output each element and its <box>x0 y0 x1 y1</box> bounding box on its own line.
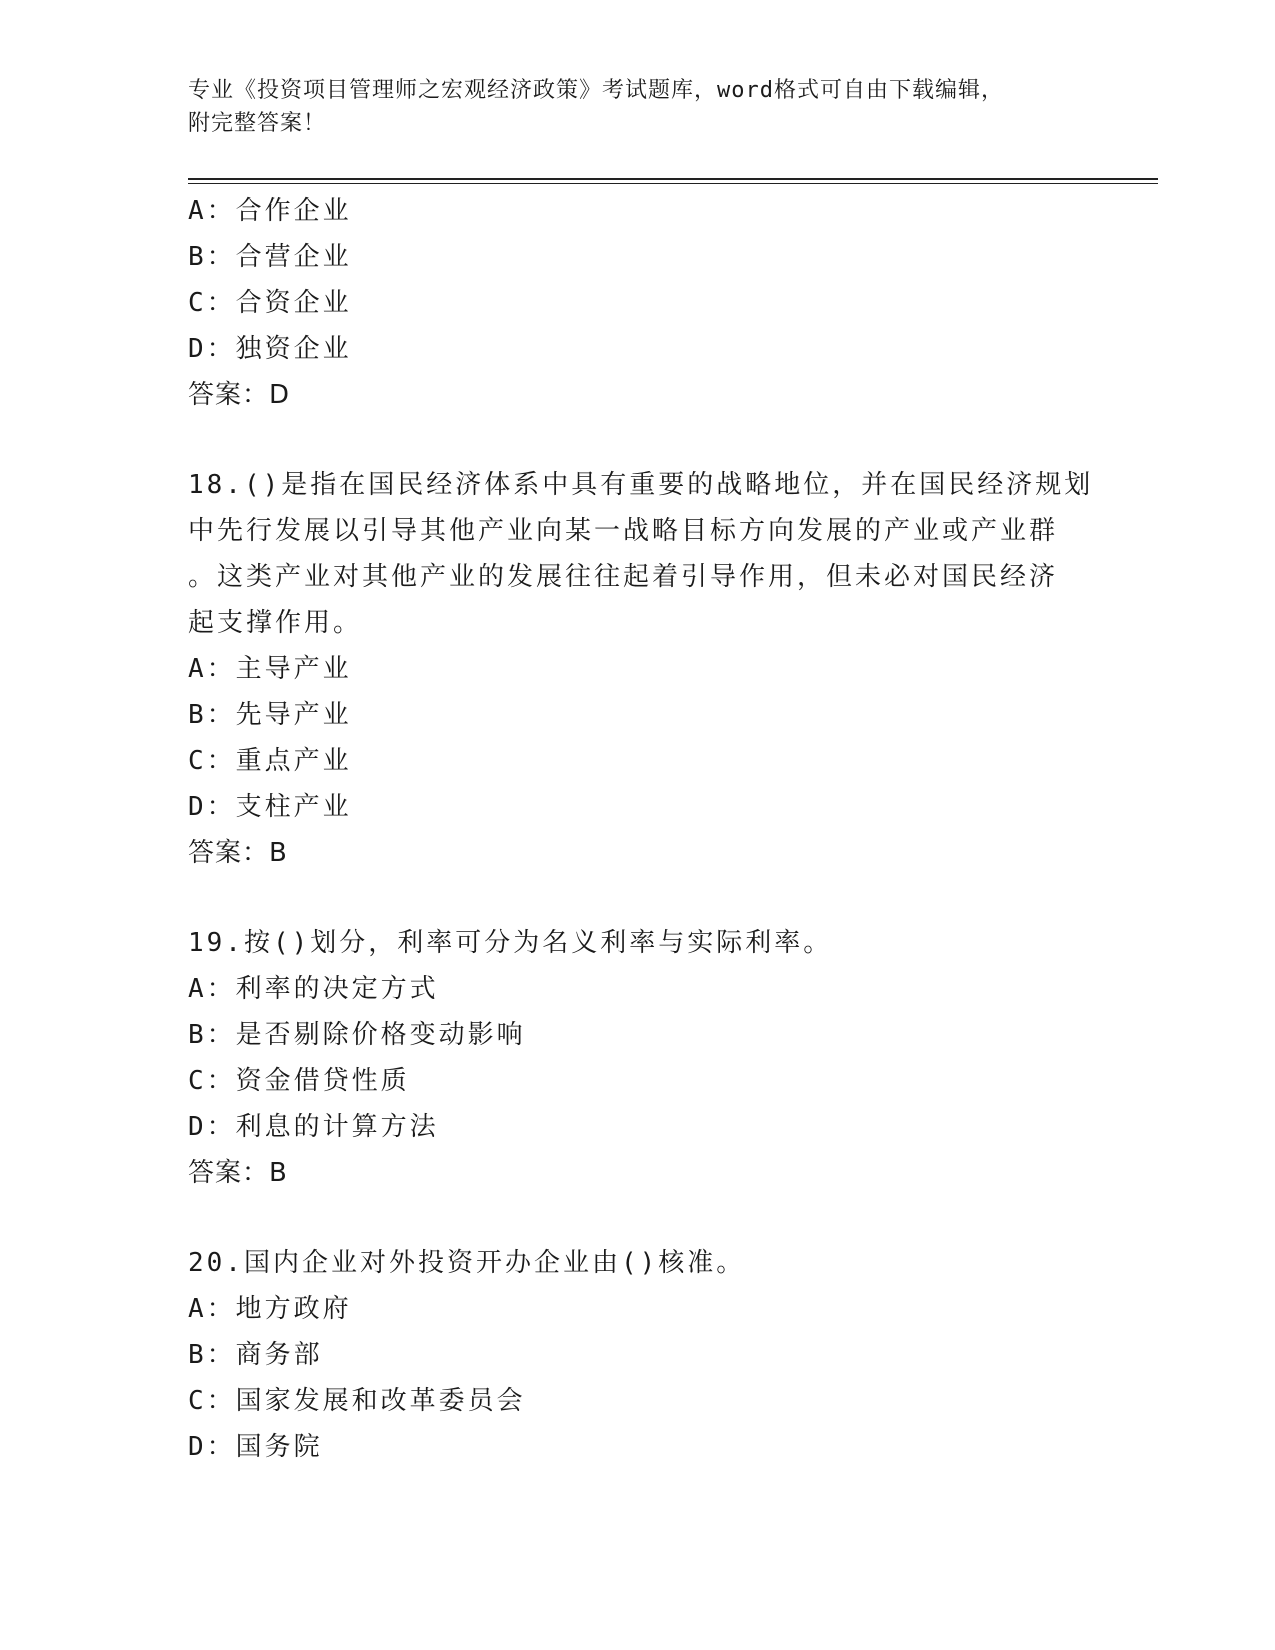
question-stem <box>188 1240 1088 1286</box>
option-a: A：主导产业 <box>188 654 352 684</box>
option-d: D：利息的计算方法 <box>188 1112 439 1142</box>
option-a: A：合作企业 <box>188 196 352 226</box>
document-header <box>188 74 1088 140</box>
answer-line: 答案：B <box>188 838 288 868</box>
question-stem <box>188 462 1094 646</box>
question-19 <box>188 920 1088 1196</box>
answer-line: 答案：B <box>188 1158 288 1188</box>
option-c: C：国家发展和改革委员会 <box>188 1386 526 1416</box>
option-a: A：利率的决定方式 <box>188 974 439 1004</box>
header-line-2: 附完整答案！ <box>188 111 327 136</box>
option-b: B：商务部 <box>188 1340 323 1370</box>
stem-line: 起支撑作用。 <box>188 608 363 638</box>
option-a: A：地方政府 <box>188 1294 352 1324</box>
option-c: C：资金借贷性质 <box>188 1066 410 1096</box>
stem-line: 19.按()划分，利率可分为名义利率与实际利率。 <box>188 928 833 958</box>
question-20 <box>188 1240 1088 1470</box>
option-b: B：先导产业 <box>188 700 352 730</box>
option-d: D：支柱产业 <box>188 792 352 822</box>
option-c: C：重点产业 <box>188 746 352 776</box>
question-list <box>188 188 1094 1470</box>
option-c: C：合资企业 <box>188 288 352 318</box>
header-line-1: 专业《投资项目管理师之宏观经济政策》考试题库，word格式可自由下载编辑， <box>188 78 1004 103</box>
question-17 <box>188 188 1088 418</box>
header-rule-thick <box>188 178 1158 180</box>
stem-line: 中先行发展以引导其他产业向某一战略目标方向发展的产业或产业群 <box>188 516 1059 546</box>
option-b: B：合营企业 <box>188 242 352 272</box>
option-d: D：独资企业 <box>188 334 352 364</box>
header-rule-thin <box>188 183 1158 184</box>
option-b: B：是否剔除价格变动影响 <box>188 1020 526 1050</box>
stem-line: 18.()是指在国民经济体系中具有重要的战略地位，并在国民经济规划 <box>188 470 1094 500</box>
question-stem <box>188 920 1088 966</box>
stem-line: 20.国内企业对外投资开办企业由()核准。 <box>188 1248 746 1278</box>
question-18 <box>188 462 1094 876</box>
answer-line: 答案：D <box>188 380 291 410</box>
option-d: D：国务院 <box>188 1432 323 1462</box>
stem-line: 。这类产业对其他产业的发展往往起着引导作用，但未必对国民经济 <box>188 562 1059 592</box>
